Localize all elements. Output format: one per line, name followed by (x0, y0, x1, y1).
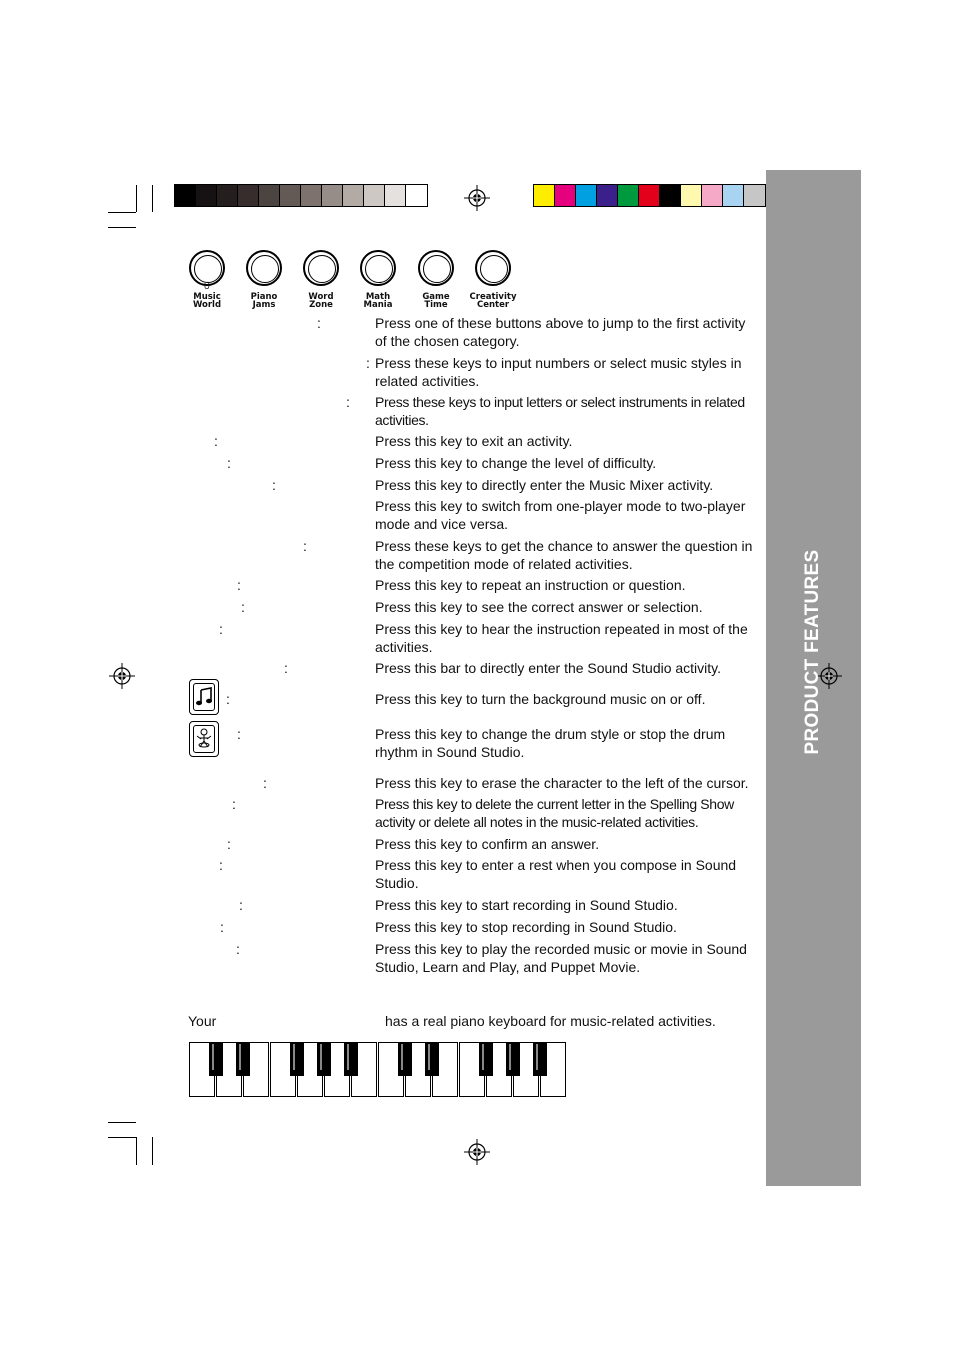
black-key[interactable] (290, 1042, 304, 1076)
feature-description: Press this key to repeat an instruction or question. (375, 577, 686, 593)
crop-mark (108, 227, 136, 228)
separator-colon: : (226, 691, 230, 707)
separator-colon: : (237, 726, 241, 742)
category-label: Creativity Center (469, 292, 517, 310)
feature-description: Press this key to play the recorded music or movie in Sound Studio, Learn and Play, and Puppet Movie. (375, 941, 747, 975)
feature-description: Press this key to erase the character to the left of the cursor. (375, 775, 749, 791)
category-label: Music World (192, 292, 222, 310)
feature-description: Press this key to stop recording in Sound Studio. (375, 919, 677, 935)
color-swatch (597, 185, 618, 206)
black-key[interactable] (425, 1042, 439, 1076)
feature-description: Press this key to switch from one-player mode to two-player mode and vice versa. (375, 498, 746, 532)
crop-mark (152, 1137, 153, 1165)
crop-mark (152, 185, 153, 212)
color-swatch (744, 185, 765, 206)
separator-colon: : (227, 455, 231, 471)
section-title: PRODUCT FEATURES (802, 549, 823, 755)
feature-description: Press one of these buttons above to jump to the first activity of the chosen category. (375, 315, 746, 349)
black-key[interactable] (506, 1042, 520, 1076)
feature-description: Press this key to start recording in Sound Studio. (375, 897, 678, 913)
black-key[interactable] (236, 1042, 250, 1076)
black-key[interactable] (479, 1042, 493, 1076)
separator-colon: : (237, 577, 241, 593)
separator-colon: : (284, 660, 288, 676)
feature-description: Press these keys to input numbers or select music styles in related activities. (375, 355, 742, 389)
color-swatch (364, 185, 385, 206)
separator-colon: : (227, 836, 231, 852)
feature-description: Press this key to delete the current letter in the Spelling Show activity or delete all notes in the music-related activities. (375, 796, 734, 830)
crop-mark (136, 185, 137, 212)
black-key[interactable] (209, 1042, 223, 1076)
registration-mark-icon (464, 1139, 490, 1165)
feature-description: Press these keys to input letters or select instruments in related activities. (375, 394, 745, 428)
feature-description: Press this key to confirm an answer. (375, 836, 600, 852)
separator-colon: : (239, 897, 243, 913)
color-swatch (406, 185, 427, 206)
separator-colon: : (366, 355, 370, 371)
category-button[interactable] (360, 250, 396, 286)
feature-description: Press this key to directly enter the Music Mixer activity. (375, 477, 714, 493)
color-swatch (639, 185, 660, 206)
footer-lead: Your (188, 1013, 217, 1029)
separator-colon: : (241, 599, 245, 615)
color-swatch (259, 185, 280, 206)
drummer-icon[interactable] (189, 721, 219, 757)
feature-description: Press these keys to get the chance to answer the question in the competition mode of related activities. (375, 538, 753, 572)
crop-mark (108, 1137, 136, 1138)
separator-colon: : (220, 919, 224, 935)
category-button[interactable] (189, 250, 225, 286)
color-swatch (196, 185, 217, 206)
feature-description: Press this bar to directly enter the Sound Studio activity. (375, 660, 722, 676)
color-swatch (385, 185, 406, 206)
category-label: Game Time (422, 292, 450, 310)
color-swatch (555, 185, 576, 206)
crop-mark (108, 212, 136, 213)
color-swatch (322, 185, 343, 206)
separator-colon: : (236, 941, 240, 957)
separator-colon: : (346, 394, 350, 410)
separator-colon: : (219, 621, 223, 637)
feature-description: Press this key to enter a rest when you compose in Sound Studio. (375, 857, 737, 891)
color-swatch (238, 185, 259, 206)
separator-colon: : (272, 477, 276, 493)
color-swatch (660, 185, 681, 206)
black-key[interactable] (398, 1042, 412, 1076)
piano-keyboard (189, 1042, 567, 1098)
category-label: Word Zone (308, 292, 334, 310)
color-swatch (702, 185, 723, 206)
color-swatch (723, 185, 744, 206)
black-key[interactable] (317, 1042, 331, 1076)
black-key[interactable] (533, 1042, 547, 1076)
feature-description: Press this key to see the correct answer or selection. (375, 599, 703, 615)
separator-colon: : (219, 857, 223, 873)
color-swatch (576, 185, 597, 206)
color-swatch (280, 185, 301, 206)
separator-colon: : (232, 796, 236, 812)
registration-mark-icon (464, 185, 490, 211)
feature-description: Press this key to hear the instruction repeated in most of the activities. (375, 621, 748, 655)
category-label: Piano Jams (250, 292, 278, 310)
separator-colon: : (317, 315, 321, 331)
color-swatch (217, 185, 238, 206)
registration-mark-icon (109, 663, 135, 689)
black-key[interactable] (344, 1042, 358, 1076)
cmyk-color-bar (533, 184, 766, 207)
crop-mark (108, 1122, 136, 1123)
crop-mark (136, 1137, 137, 1165)
music-note-icon[interactable] (189, 679, 219, 715)
color-swatch (534, 185, 555, 206)
color-swatch (681, 185, 702, 206)
category-button[interactable] (475, 250, 511, 286)
category-button[interactable] (418, 250, 454, 286)
category-button[interactable] (246, 250, 282, 286)
feature-description: Press this key to change the drum style or stop the drum rhythm in Sound Studio. (375, 726, 726, 760)
color-swatch (618, 185, 639, 206)
category-label: Math Mania (363, 292, 393, 310)
separator-colon: : (303, 538, 307, 554)
feature-description: Press this key to turn the background music on or off. (375, 691, 706, 707)
color-swatch (175, 185, 196, 206)
color-swatch (301, 185, 322, 206)
category-mark: Ŭ (204, 282, 210, 291)
footer-text: has a real piano keyboard for music-related activities. (385, 1013, 716, 1029)
category-button[interactable] (303, 250, 339, 286)
feature-description: Press this key to exit an activity. (375, 433, 573, 449)
feature-description: Press this key to change the level of difficulty. (375, 455, 657, 471)
separator-colon: : (214, 433, 218, 449)
grayscale-color-bar (174, 184, 428, 207)
color-swatch (343, 185, 364, 206)
separator-colon: : (263, 775, 267, 791)
